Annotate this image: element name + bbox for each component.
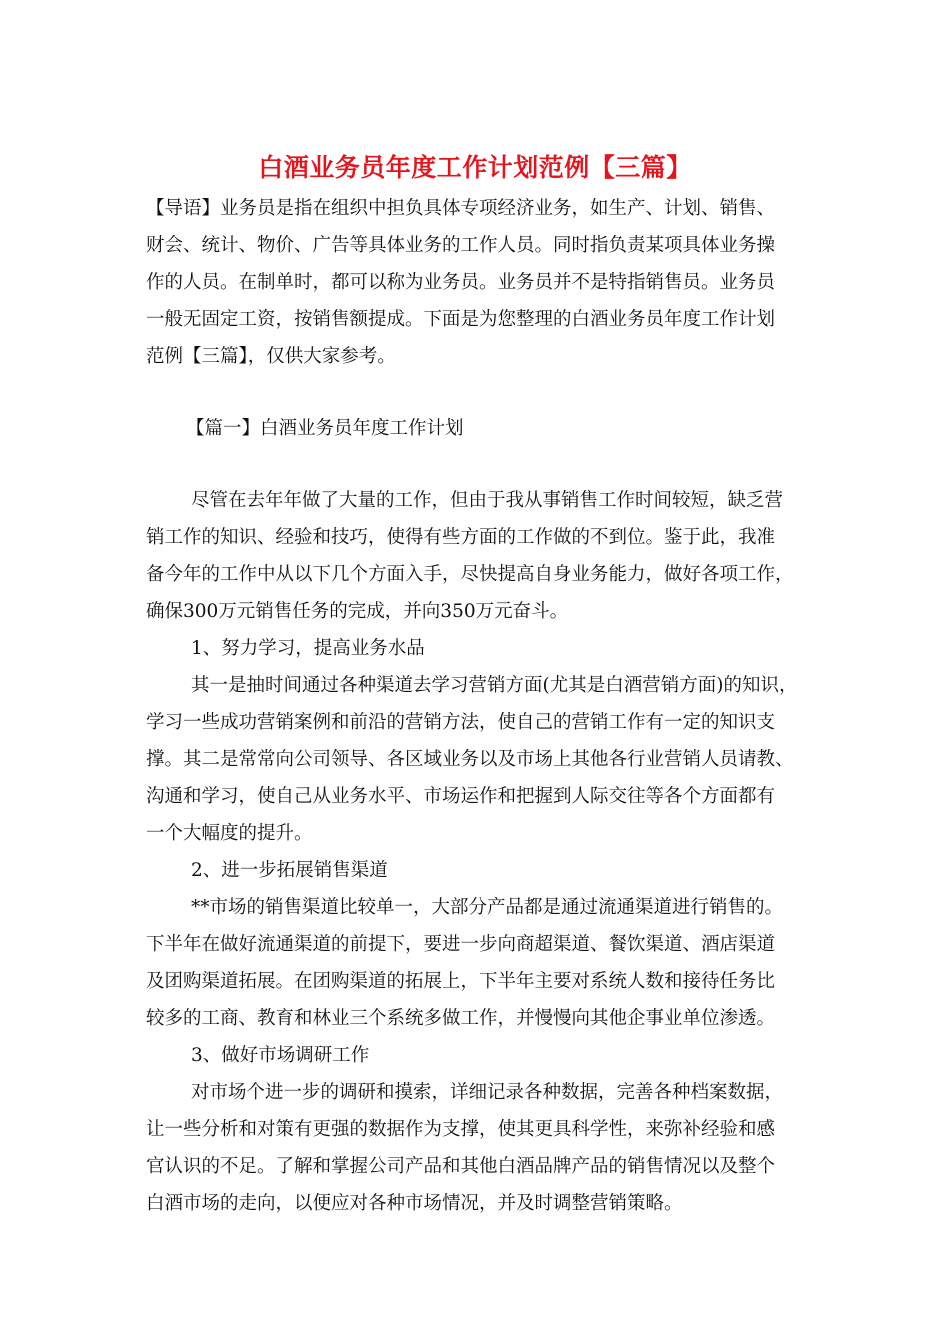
content-line: 尽管在去年年做了大量的工作，但由于我从事销售工作时间较短，缺乏营 xyxy=(191,490,784,511)
content-line: 学习一些成功营销案例和前沿的营销方法，使自己的营销工作有一定的知识支 xyxy=(146,712,776,733)
content-line: 及团购渠道拓展。在团购渠道的拓展上，下半年主要对系统人数和接待任务比 xyxy=(146,971,776,992)
intro-line: 作的人员。在制单时，都可以称为业务员。业务员并不是特指销售员。业务员 xyxy=(146,272,776,293)
content-line: 3、做好市场调研工作 xyxy=(191,1045,370,1066)
content-line: 对市场个进一步的调研和摸索，详细记录各种数据，完善各种档案数据， xyxy=(191,1082,784,1103)
intro-line: 范例【三篇】，仅供大家参考。 xyxy=(146,346,396,367)
content-line: 确保300万元销售任务的完成，并向350万元奋斗。 xyxy=(146,601,569,622)
content-line: 1、努力学习，提高业务水品 xyxy=(191,638,425,659)
content-line: 其一是抽时间通过各种渠道去学习营销方面(尤其是白酒营销方面)的知识， xyxy=(191,675,798,696)
content-line: 白酒市场的走向，以便应对各种市场情况，并及时调整营销策略。 xyxy=(146,1193,683,1214)
content-line: 撑。其二是常常向公司领导、各区域业务以及市场上其他各行业营销人员请教、 xyxy=(146,749,794,770)
content-line: **市场的销售渠道比较单一，大部分产品都是通过流通渠道进行销售的。 xyxy=(191,897,784,918)
content-line: 下半年在做好流通渠道的前提下，要进一步向商超渠道、餐饮渠道、酒店渠道 xyxy=(146,934,776,955)
content-line: 较多的工商、教育和林业三个系统多做工作，并慢慢向其他企事业单位渗透。 xyxy=(146,1008,776,1029)
intro-line: 【导语】业务员是指在组织中担负具体专项经济业务，如生产、计划、销售、 xyxy=(146,198,776,219)
section-content xyxy=(146,482,814,1222)
intro-line: 一般无固定工资，按销售额提成。下面是为您整理的白酒业务员年度工作计划 xyxy=(146,309,776,330)
content-line: 让一些分析和对策有更强的数据作为支撑，使其更具科学性，来弥补经验和感 xyxy=(146,1119,776,1140)
content-line: 沟通和学习，使自己从业务水平、市场运作和把握到人际交往等各个方面都有 xyxy=(146,786,776,807)
intro-paragraph xyxy=(146,190,814,375)
content-line: 一个大幅度的提升。 xyxy=(146,823,313,844)
section-heading: 【篇一】白酒业务员年度工作计划 xyxy=(186,418,464,439)
content-line: 备今年的工作中从以下几个方面入手，尽快提高自身业务能力，做好各项工作， xyxy=(146,564,794,585)
document-title: 白酒业务员年度工作计划范例【三篇】 xyxy=(258,153,692,182)
content-line: 官认识的不足。了解和掌握公司产品和其他白酒品牌产品的销售情况以及整个 xyxy=(146,1156,776,1177)
content-line: 2、进一步拓展销售渠道 xyxy=(191,860,388,881)
intro-line: 财会、统计、物价、广告等具体业务的工作人员。同时指负责某项具体业务操 xyxy=(146,235,776,256)
content-line: 销工作的知识、经验和技巧，使得有些方面的工作做的不到位。鉴于此，我准 xyxy=(146,527,776,548)
